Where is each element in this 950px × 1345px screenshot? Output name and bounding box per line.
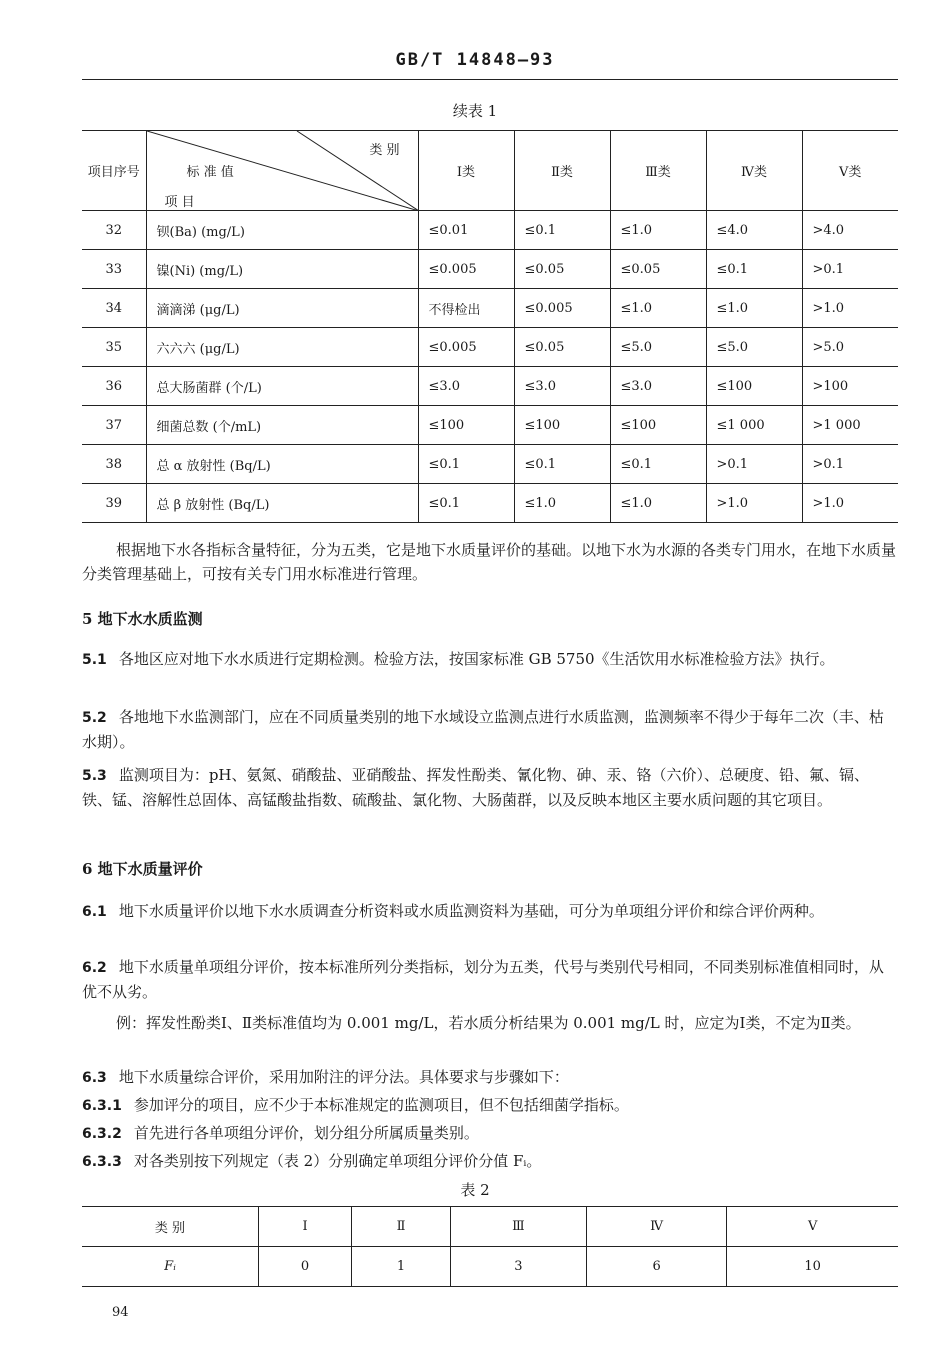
row-item: 细菌总数 (个/mL) [146, 406, 418, 445]
row-seq: 32 [82, 211, 146, 250]
clause-text: 地下水质量单项组分评价，按本标准所列分类指标，划分为五类，代号与类别代号相同，不同类别标准值相同时，从优不从劣。 [82, 958, 884, 1001]
clause-number: 5.1 [82, 652, 107, 668]
table2 [82, 1206, 898, 1287]
table2-score-label: Fᵢ [82, 1247, 259, 1287]
table2-header-row [82, 1207, 898, 1247]
table2-header-cell: Ⅲ [450, 1207, 586, 1247]
table2-header-cell: 类 别 [82, 1207, 259, 1247]
table-row [82, 328, 898, 367]
table2-caption: 表 2 [460, 1181, 490, 1199]
row-value: ≤5.0 [610, 328, 706, 367]
paragraph-5-2 [82, 705, 898, 754]
row-value: ≤0.005 [418, 250, 514, 289]
row-value: ≤0.005 [418, 328, 514, 367]
header-class-3: Ⅲ类 [610, 131, 706, 211]
paragraph-6-3-2 [82, 1121, 898, 1146]
row-value: ≤1.0 [706, 289, 802, 328]
table2-score-cell: 3 [450, 1247, 586, 1287]
table-row [82, 445, 898, 484]
header-class-1: Ⅰ类 [418, 131, 514, 211]
row-value: >1.0 [706, 484, 802, 523]
row-value: >100 [802, 367, 898, 406]
row-value: ≤0.1 [706, 250, 802, 289]
row-value: ≤100 [514, 406, 610, 445]
row-value: ≤4.0 [706, 211, 802, 250]
paragraph-6-2 [82, 955, 898, 1004]
header-rule [82, 79, 898, 80]
row-value: ≤0.05 [514, 328, 610, 367]
header-standard-label: 标 准 值 [186, 165, 234, 180]
row-value: ≤0.005 [514, 289, 610, 328]
row-value: >1.0 [802, 484, 898, 523]
clause-text: 首先进行各单项组分评价，划分组分所属质量类别。 [133, 1124, 479, 1142]
row-seq: 38 [82, 445, 146, 484]
row-value: >1 000 [802, 406, 898, 445]
row-value: ≤3.0 [418, 367, 514, 406]
row-value: ≤0.1 [418, 484, 514, 523]
table2-header-cell: Ⅳ [586, 1207, 727, 1247]
row-value: ≤0.1 [514, 445, 610, 484]
row-seq: 36 [82, 367, 146, 406]
table2-score-row [82, 1247, 898, 1287]
row-value: ≤100 [610, 406, 706, 445]
row-item: 总 α 放射性 (Bq/L) [146, 445, 418, 484]
section-6-heading: 6 地下水质量评价 [82, 860, 203, 878]
row-value: 不得检出 [418, 289, 514, 328]
table-row [82, 406, 898, 445]
clause-text: 地下水质量评价以地下水水质调查分析资料或水质监测资料为基础，可分为单项组分评价和综合评价两种。 [118, 902, 824, 920]
row-value: ≤1.0 [610, 484, 706, 523]
header-class-4: Ⅳ类 [706, 131, 802, 211]
row-value: ≤0.05 [514, 250, 610, 289]
paragraph-6-3 [82, 1065, 898, 1090]
table2-header-cell: Ⅰ [259, 1207, 352, 1247]
row-item: 总 β 放射性 (Bq/L) [146, 484, 418, 523]
section-5-heading: 5 地下水水质监测 [82, 610, 203, 628]
row-value: ≤0.1 [418, 445, 514, 484]
clause-number: 6.2 [82, 960, 107, 976]
clause-text: 各地地下水监测部门，应在不同质量类别的地下水域设立监测点进行水质监测，监测频率不得少于每年二次（丰、枯水期）。 [82, 708, 884, 751]
row-value: ≤1 000 [706, 406, 802, 445]
row-item: 钡(Ba) (mg/L) [146, 211, 418, 250]
clause-text: 对各类别按下列规定（表 2）分别确定单项组分评价分值 Fᵢ。 [133, 1152, 542, 1170]
row-value: ≤3.0 [610, 367, 706, 406]
row-value: >0.1 [802, 250, 898, 289]
clause-number: 6.3.2 [82, 1126, 122, 1142]
row-value: ≤0.1 [514, 211, 610, 250]
table1-caption: 续表 1 [452, 102, 498, 120]
clause-number: 5.2 [82, 710, 107, 726]
header-class-5: Ⅴ类 [802, 131, 898, 211]
paragraph-example: 例：挥发性酚类Ⅰ、Ⅱ类标准值均为 0.001 mg/L，若水质分析结果为 0.001 mg/L 时，应定为Ⅰ类，不定为Ⅱ类。 [116, 1014, 861, 1032]
clause-number: 5.3 [82, 768, 107, 784]
clause-text: 各地区应对地下水水质进行定期检测。检验方法，按国家标准 GB 5750《生活饮用水标准检验方法》执行。 [118, 650, 835, 668]
row-value: ≤0.05 [610, 250, 706, 289]
row-seq: 35 [82, 328, 146, 367]
page-number: 94 [112, 1305, 129, 1320]
header-class-2: Ⅱ类 [514, 131, 610, 211]
header-category-label: 类 别 [369, 143, 400, 158]
row-item: 滴滴涕 (μg/L) [146, 289, 418, 328]
row-item: 镍(Ni) (mg/L) [146, 250, 418, 289]
row-seq: 37 [82, 406, 146, 445]
row-value: ≤3.0 [514, 367, 610, 406]
row-value: ≤1.0 [610, 289, 706, 328]
table1 [82, 130, 898, 523]
row-value: >0.1 [706, 445, 802, 484]
table2-score-cell: 0 [259, 1247, 352, 1287]
row-value: ≤0.1 [610, 445, 706, 484]
row-value: ≤100 [418, 406, 514, 445]
row-value: >4.0 [802, 211, 898, 250]
header-seq: 项目序号 [82, 131, 146, 211]
row-seq: 33 [82, 250, 146, 289]
row-value: >1.0 [802, 289, 898, 328]
table2-header-cell: Ⅴ [727, 1207, 898, 1247]
paragraph-5-1 [82, 647, 898, 672]
table-row [82, 484, 898, 523]
paragraph-classification-basis: 根据地下水各指标含量特征，分为五类，它是地下水质量评价的基础。以地下水为水源的各类专门用水，在地下水质量分类管理基础上，可按有关专门用水标准进行管理。 [82, 541, 897, 583]
header-diagonal-cell [146, 131, 418, 211]
table2-header-cell: Ⅱ [352, 1207, 451, 1247]
table2-score-cell: 10 [727, 1247, 898, 1287]
row-value: ≤100 [706, 367, 802, 406]
clause-number: 6.3.3 [82, 1154, 122, 1170]
row-value: >0.1 [802, 445, 898, 484]
table-row [82, 211, 898, 250]
clause-text: 地下水质量综合评价，采用加附注的评分法。具体要求与步骤如下： [118, 1068, 569, 1086]
table-row [82, 367, 898, 406]
paragraph-6-3-1 [82, 1093, 898, 1118]
table-row [82, 250, 898, 289]
table-row [82, 289, 898, 328]
table2-score-cell: 1 [352, 1247, 451, 1287]
row-seq: 34 [82, 289, 146, 328]
row-item: 总大肠菌群 (个/L) [146, 367, 418, 406]
paragraph-6-3-3 [82, 1149, 898, 1174]
row-item: 六六六 (μg/L) [146, 328, 418, 367]
clause-number: 6.1 [82, 904, 107, 920]
table1-header-row [82, 131, 898, 211]
paragraph-6-1 [82, 899, 898, 924]
row-seq: 39 [82, 484, 146, 523]
clause-text: 参加评分的项目，应不少于本标准规定的监测项目，但不包括细菌学指标。 [133, 1096, 629, 1114]
row-value: ≤1.0 [514, 484, 610, 523]
clause-number: 6.3.1 [82, 1098, 122, 1114]
standard-code-header: GB/T 14848—93 [395, 50, 555, 70]
clause-number: 6.3 [82, 1070, 107, 1086]
table2-score-cell: 6 [586, 1247, 727, 1287]
row-value: ≤0.01 [418, 211, 514, 250]
header-item-label: 项 目 [164, 195, 195, 210]
row-value: ≤5.0 [706, 328, 802, 367]
row-value: ≤1.0 [610, 211, 706, 250]
paragraph-5-3 [82, 763, 898, 812]
clause-text: 监测项目为：pH、氨氮、硝酸盐、亚硝酸盐、挥发性酚类、氰化物、砷、汞、铬（六价）、总硬度、铅、氟、镉、铁、锰、溶解性总固体、高锰酸盐指数、硫酸盐、氯化物、大肠菌群，以及反映本地区主要水质问题的其它项目。 [82, 766, 870, 809]
row-value: >5.0 [802, 328, 898, 367]
